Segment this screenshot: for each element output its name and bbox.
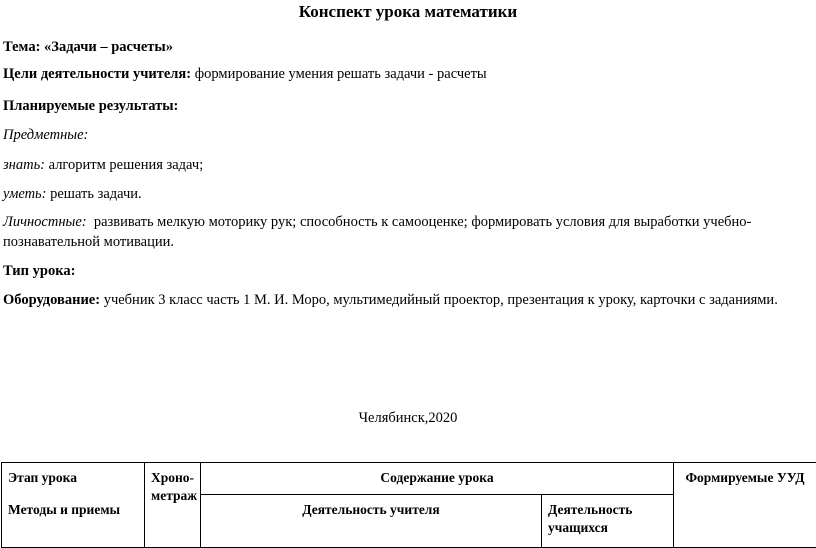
header-content: Содержание урока	[201, 463, 674, 495]
header-stage-methods	[2, 463, 145, 548]
equipment-line	[3, 291, 778, 309]
goals-label: Цели деятельности учителя:	[3, 66, 192, 82]
personal-label: Личностные:	[3, 214, 87, 230]
equipment-label: Оборудование:	[3, 292, 101, 308]
know-line	[3, 156, 203, 174]
know-value: алгоритм решения задач;	[48, 157, 204, 173]
personal-results	[3, 212, 793, 252]
header-students: Деятельность учащихся	[542, 494, 674, 547]
topic-line	[3, 38, 173, 56]
goals-value: формирование умения решать задачи - расчеты	[194, 66, 487, 82]
know-label: знать:	[3, 157, 45, 173]
able-label: уметь:	[3, 186, 47, 202]
able-line	[3, 185, 142, 203]
able-value: решать задачи.	[50, 186, 142, 202]
header-teacher: Деятельность учителя	[201, 494, 542, 547]
document-title: Конспект урока математики	[298, 2, 518, 21]
topic-label: Тема:	[3, 39, 41, 55]
lesson-plan-table	[1, 462, 816, 548]
equipment-value: учебник 3 класс часть 1 М. И. Моро, мультимедийный проектор, презентация к уроку, карточки с заданиями.	[103, 292, 778, 308]
personal-value: развивать мелкую моторику рук; способность к самооценке; формировать условия для выработки учебно-познавательной мотивации.	[3, 214, 752, 250]
city-year: Челябинск,2020	[358, 410, 458, 426]
header-uud: Формируемые УУД	[674, 463, 816, 548]
header-stage: Этап урока	[8, 470, 78, 485]
results-heading: Планируемые результаты:	[3, 98, 179, 114]
topic-value: «Задачи – расчеты»	[44, 39, 174, 55]
header-methods: Методы и приемы	[8, 502, 121, 517]
lesson-type-label: Тип урока:	[3, 263, 76, 279]
goals-line	[3, 65, 487, 83]
subject-results-label: Предметные:	[3, 127, 89, 143]
header-timing: Хроно-метраж	[145, 463, 201, 548]
